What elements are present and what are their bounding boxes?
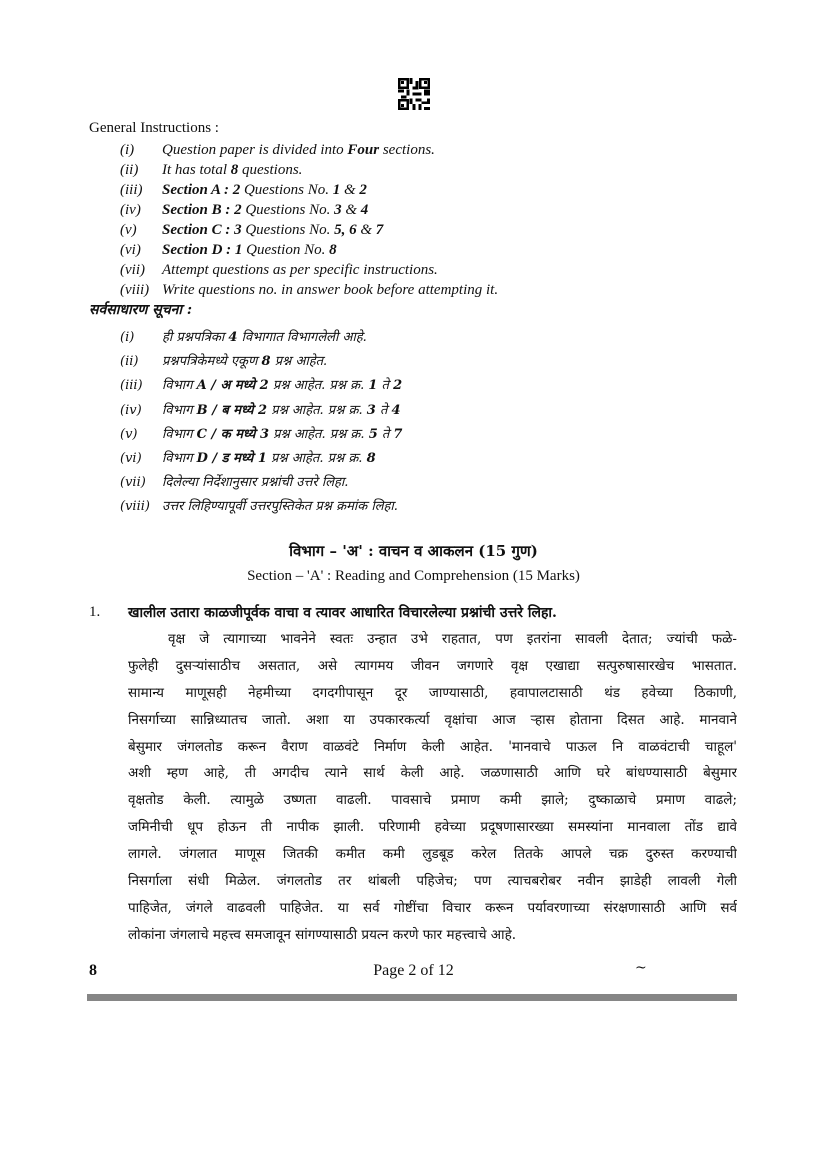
instruction-item [120, 374, 402, 398]
bold-text: C / क मध्ये 3 [196, 426, 269, 442]
instruction-label: (viii) [120, 282, 150, 298]
instruction-item [120, 471, 402, 495]
text: विभाग [162, 426, 197, 442]
text: ते [375, 402, 392, 418]
instruction-label: (i) [120, 142, 135, 158]
instruction-text [162, 240, 337, 260]
passage-line: फुलेही दुसऱ्यांसाठीच असतात, असे त्यागमय जीवन जगणारे वृक्ष एखाद्या सत्पुरुषासारखेच भासतात. [128, 657, 737, 674]
text: उत्तर लिहिण्यापूर्वी उत्तरपुस्तिकेत प्रश्न क्रमांक लिहा. [162, 499, 398, 515]
instruction-label: (ii) [120, 354, 139, 370]
bold-text: Four [347, 142, 380, 158]
bold-text: Section B : 2 [162, 202, 242, 218]
passage-line: सामान्य माणूसही नेहमीच्या दगदगीपासून दूर जाण्यासाठी, हवापालटासाठी थंड हवेच्या ठिकाणी, [128, 684, 737, 701]
instruction-item [120, 399, 402, 423]
text: questions. [238, 162, 303, 178]
section-a-title-english: Section – 'A' : Reading and Comprehension (15 Marks) [247, 568, 580, 584]
instruction-label: (vii) [120, 475, 146, 491]
text: Question paper is divided into [162, 142, 348, 158]
instruction-item [120, 240, 498, 260]
instruction-item [120, 260, 498, 280]
bold-text: 8 [366, 450, 376, 466]
instruction-item [120, 180, 498, 200]
general-instructions-list [120, 140, 498, 300]
instruction-item [120, 200, 498, 220]
text: & [341, 202, 361, 218]
instruction-text [162, 326, 367, 350]
passage-line: जमिनीची धूप होऊन ती नापीक झाली. परिणामी हवेच्या प्रदूषणासारख्या समस्यांना मानवाला तोंड द्यावे [128, 819, 737, 836]
instruction-label: (vi) [120, 242, 141, 258]
instruction-text [162, 350, 327, 374]
instruction-label: (ii) [120, 162, 139, 178]
instruction-text [162, 374, 402, 398]
question-number: 1. [89, 604, 101, 620]
bold-text: B / ब मध्ये 2 [196, 402, 268, 418]
bold-text: 5, 6 [334, 222, 357, 238]
text: प्रश्न आहेत. प्रश्न क्र. [267, 402, 367, 418]
text: प्रश्न आहेत. प्रश्न क्र. [269, 426, 369, 442]
instruction-label: (v) [120, 426, 138, 442]
marathi-instructions-title: सर्वसाधारण सूचना : [89, 302, 193, 318]
marathi-instructions-list [120, 326, 402, 520]
instruction-item [120, 140, 498, 160]
instruction-text [162, 447, 376, 471]
instruction-text [162, 260, 438, 280]
general-instructions-title: General Instructions : [89, 120, 219, 136]
bold-text: 2 [359, 182, 367, 198]
text: ही प्रश्नपत्रिका [162, 330, 229, 345]
instruction-label: (iii) [120, 182, 143, 198]
bold-text: Section A : 2 [162, 182, 241, 198]
text: Question No. [242, 242, 330, 258]
text: sections. [379, 142, 435, 158]
instruction-text [162, 423, 402, 447]
bold-text: Section D : 1 [162, 242, 243, 258]
bold-text: 4 [228, 330, 238, 345]
instruction-text [162, 140, 435, 160]
bold-text: 8 [261, 354, 271, 370]
bold-text: 3 [334, 202, 342, 218]
bold-text: A / अ मध्ये 2 [196, 378, 269, 394]
page-number: Page 2 of 12 [373, 962, 454, 979]
footer-mark: ~ [635, 960, 647, 976]
bold-text: 8 [329, 242, 337, 258]
qr-code [398, 78, 430, 110]
instruction-label: (viii) [120, 499, 150, 515]
passage-line: निसर्गाला संधी मिळेल. जंगलतोड तर थांबली पहिजेच; पण त्याचबरोबर नवीन झाडेही लावली गेली [128, 873, 737, 890]
bold-text: 7 [375, 222, 384, 238]
text: Questions No. [241, 202, 335, 218]
text: Questions No. [240, 182, 333, 198]
instruction-label: (iv) [120, 402, 142, 418]
text: विभाग [162, 378, 197, 394]
passage-line: लोकांना जंगलाचे महत्त्व समजावून सांगण्यासाठी प्रयत्न करणे फार महत्त्वाचे आहे. [128, 926, 517, 943]
text: & [340, 182, 360, 198]
bold-text: 7 [393, 426, 403, 442]
passage-line: पाहिजेत, जंगले वाढवली पाहिजेत. या सर्व गोष्टींचा विचार करून पर्यावरणाच्या संरक्षणासाठी आणि सर्व [128, 899, 737, 916]
instruction-item [120, 160, 498, 180]
text: विभाग [162, 450, 197, 466]
bold-text: Section C : 3 [162, 222, 242, 238]
text: & [356, 222, 376, 238]
instruction-text [162, 495, 398, 519]
instruction-label: (iii) [120, 378, 143, 394]
instruction-item [120, 495, 402, 519]
instruction-item [120, 350, 402, 374]
text: It has total [162, 162, 231, 178]
passage-line: लागले. जंगलात माणूस जितकी कमीत कमी लुडबूड करेल तितके आपले चक्र दुरुस्त करण्याची [128, 846, 737, 863]
instruction-text [162, 200, 368, 220]
passage-line: वृक्ष जे त्यागाच्या भावनेने स्वतः उन्हात उभे राहतात, पण इतरांना सावली देतात; ज्यांची फळे- [168, 631, 737, 647]
bold-text: D / ड मध्ये 1 [196, 450, 267, 466]
instruction-text [162, 160, 302, 180]
text: ते [377, 426, 394, 442]
instruction-label: (vi) [120, 450, 142, 466]
bold-text: 4 [391, 402, 401, 418]
instruction-text [162, 471, 348, 495]
instruction-text [162, 280, 498, 300]
instruction-item [120, 447, 402, 471]
instruction-item [120, 280, 498, 300]
instruction-item [120, 423, 402, 447]
bold-text: 1 [368, 378, 378, 394]
bold-text: 4 [360, 202, 369, 218]
footer-code: 8 [89, 962, 97, 979]
bold-text: 2 [393, 378, 403, 394]
instruction-label: (i) [120, 330, 135, 345]
text: विभाग [162, 402, 197, 418]
text: Attempt questions as per specific instructions. [162, 262, 438, 278]
text: Write questions no. in answer book before attempting it. [162, 282, 499, 298]
instruction-text [162, 399, 401, 423]
instruction-label: (vii) [120, 262, 145, 278]
instruction-text [162, 220, 383, 240]
instruction-item [120, 326, 402, 350]
passage-line: वृक्षतोड केली. त्यामुळे उष्णता वाढली. पावसाचे प्रमाण कमी झाले; दुष्काळाचे प्रमाण वाढले; [128, 792, 737, 809]
text: प्रश्न आहेत. प्रश्न क्र. [268, 378, 369, 394]
text: प्रश्न आहेत. प्रश्न क्र. [266, 450, 367, 466]
footer-rule [87, 994, 737, 1001]
passage-line: अशी म्हण आहे, ती अगदीच त्याने सार्थ केली आहे. जळणासाठी आणि घरे बांधण्यासाठी बेसुमार [128, 765, 737, 782]
bold-text: 3 [366, 402, 376, 418]
text: प्रश्नपत्रिकेमध्ये एकूण [162, 354, 262, 370]
passage [128, 626, 737, 949]
bold-text: 1 [332, 182, 341, 198]
text: दिलेल्या निर्देशानुसार प्रश्नांची उत्तरे लिहा. [162, 475, 349, 491]
question-instruction: खालील उतारा काळजीपूर्वक वाचा व त्यावर आधारित विचारलेल्या प्रश्नांची उत्तरे लिहा. [128, 605, 557, 621]
text: विभागात विभागलेली आहे. [237, 330, 367, 345]
text: Questions No. [241, 222, 335, 238]
instruction-item [120, 220, 498, 240]
instruction-label: (v) [120, 222, 137, 238]
passage-line: बेसुमार जंगलतोड करून वैराण वाळवंटे निर्माण केली आहेत. 'मानवाचे पाऊल नि वाळवंटाची चाहूल' [128, 738, 737, 755]
passage-line: निसर्गाच्या सान्निध्यातच जातो. अशा या उपकारकर्त्या वृक्षांचा आज ऱ्हास होताना दिसत आहे. मानवाने [128, 711, 737, 728]
instruction-text [162, 180, 367, 200]
section-a-title-marathi: विभाग – 'अ' : वाचन व आकलन (15 गुण) [289, 542, 538, 560]
bold-text: 5 [368, 426, 378, 442]
instruction-label: (iv) [120, 202, 141, 218]
bold-text: 8 [230, 162, 239, 178]
text: प्रश्न आहेत. [270, 354, 328, 370]
text: ते [377, 378, 394, 394]
